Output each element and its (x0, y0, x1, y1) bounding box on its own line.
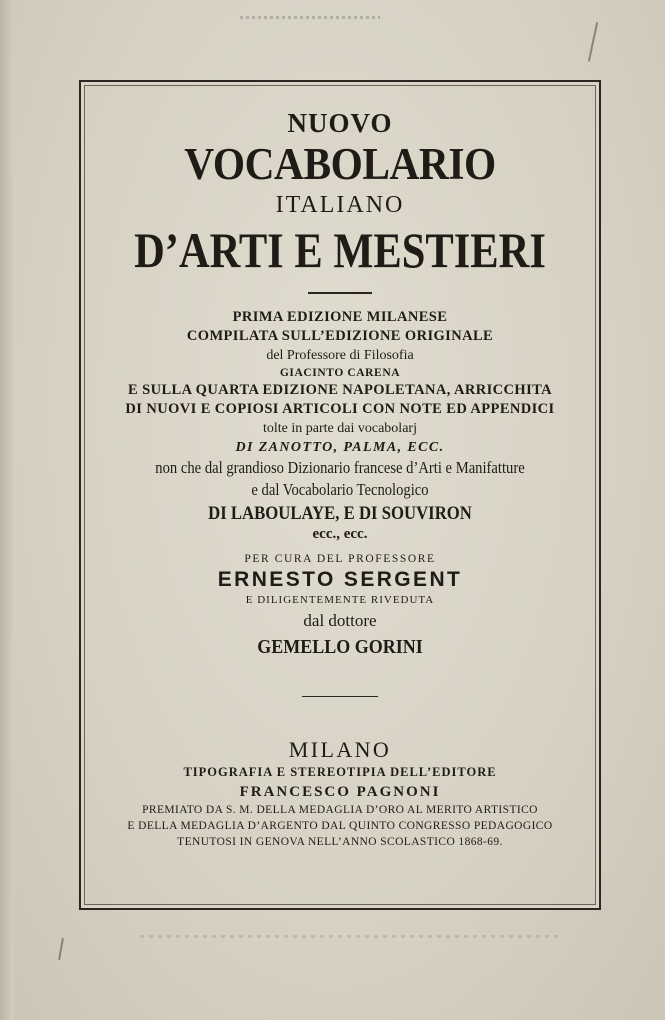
dictionary-line: non che dal grandioso Dizionario francese d’Arti e Manifatture (155, 458, 525, 477)
divider-rule-imprint (302, 696, 378, 697)
imprint-printer: TIPOGRAFIA E STEREOTIPIA DELL’EDITORE (183, 765, 497, 779)
ecc-line: ecc., ecc. (312, 526, 368, 542)
divider-rule (308, 292, 372, 294)
professor-line: del Professore di Filosofia (266, 348, 414, 363)
imprint-publisher: FRANCESCO PAGNONI (239, 784, 441, 800)
doctor-line: dal dottore (303, 611, 377, 630)
fourth-edition-line: E SULLA QUARTA EDIZIONE NAPOLETANA, ARRICCHITA (128, 382, 552, 398)
page-gutter-edge (0, 0, 14, 1020)
author-carena: GIACINTO CARENA (279, 367, 401, 379)
faded-stamp-mark (240, 16, 380, 19)
sources-line: tolte in parte dai vocabolarj (263, 421, 417, 436)
faded-stamp-mark-bottom (140, 935, 560, 938)
editor-intro: PER CURA DEL PROFESSORE (244, 553, 436, 565)
new-articles-line: DI NUOVI E COPIOSI ARTICOLI CON NOTE ED APPENDICI (125, 401, 555, 417)
revised-line: E DILIGENTEMENTE RIVEDUTA (245, 594, 435, 606)
imprint-city: MILANO (288, 737, 392, 762)
sources-names: DI ZANOTTO, PALMA, ECC. (235, 440, 445, 455)
imprint-award-gold: PREMIATO DA S. M. DELLA MEDAGLIA D’ORO AL MERITO ARTISTICO (142, 804, 538, 816)
imprint-year: TENUTOSI IN GENOVA NELL’ANNO SCOLASTICO 1868-69. (177, 836, 503, 848)
title-arti-mestieri: D’ARTI E MESTIERI (134, 222, 546, 278)
editor-name: ERNESTO SERGENT (217, 568, 463, 591)
title-nuovo: NUOVO (287, 108, 393, 138)
title-vocabolario: VOCABOLARIO (184, 139, 496, 189)
technological-line: e dal Vocabolario Tecnologico (251, 480, 429, 499)
imprint-award-silver: E DELLA MEDAGLIA D’ARGENTO DAL QUINTO CONGRESSO PEDAGOGICO (127, 820, 553, 832)
reviser-name: GEMELLO GORINI (257, 636, 423, 658)
title-page-content (88, 96, 592, 850)
edition-line: PRIMA EDIZIONE MILANESE (232, 309, 448, 325)
laboulaye-line: DI LABOULAYE, E DI SOUVIRON (208, 503, 472, 524)
title-italiano: ITALIANO (275, 192, 405, 218)
compiled-line: COMPILATA SULL’EDIZIONE ORIGINALE (186, 328, 494, 344)
